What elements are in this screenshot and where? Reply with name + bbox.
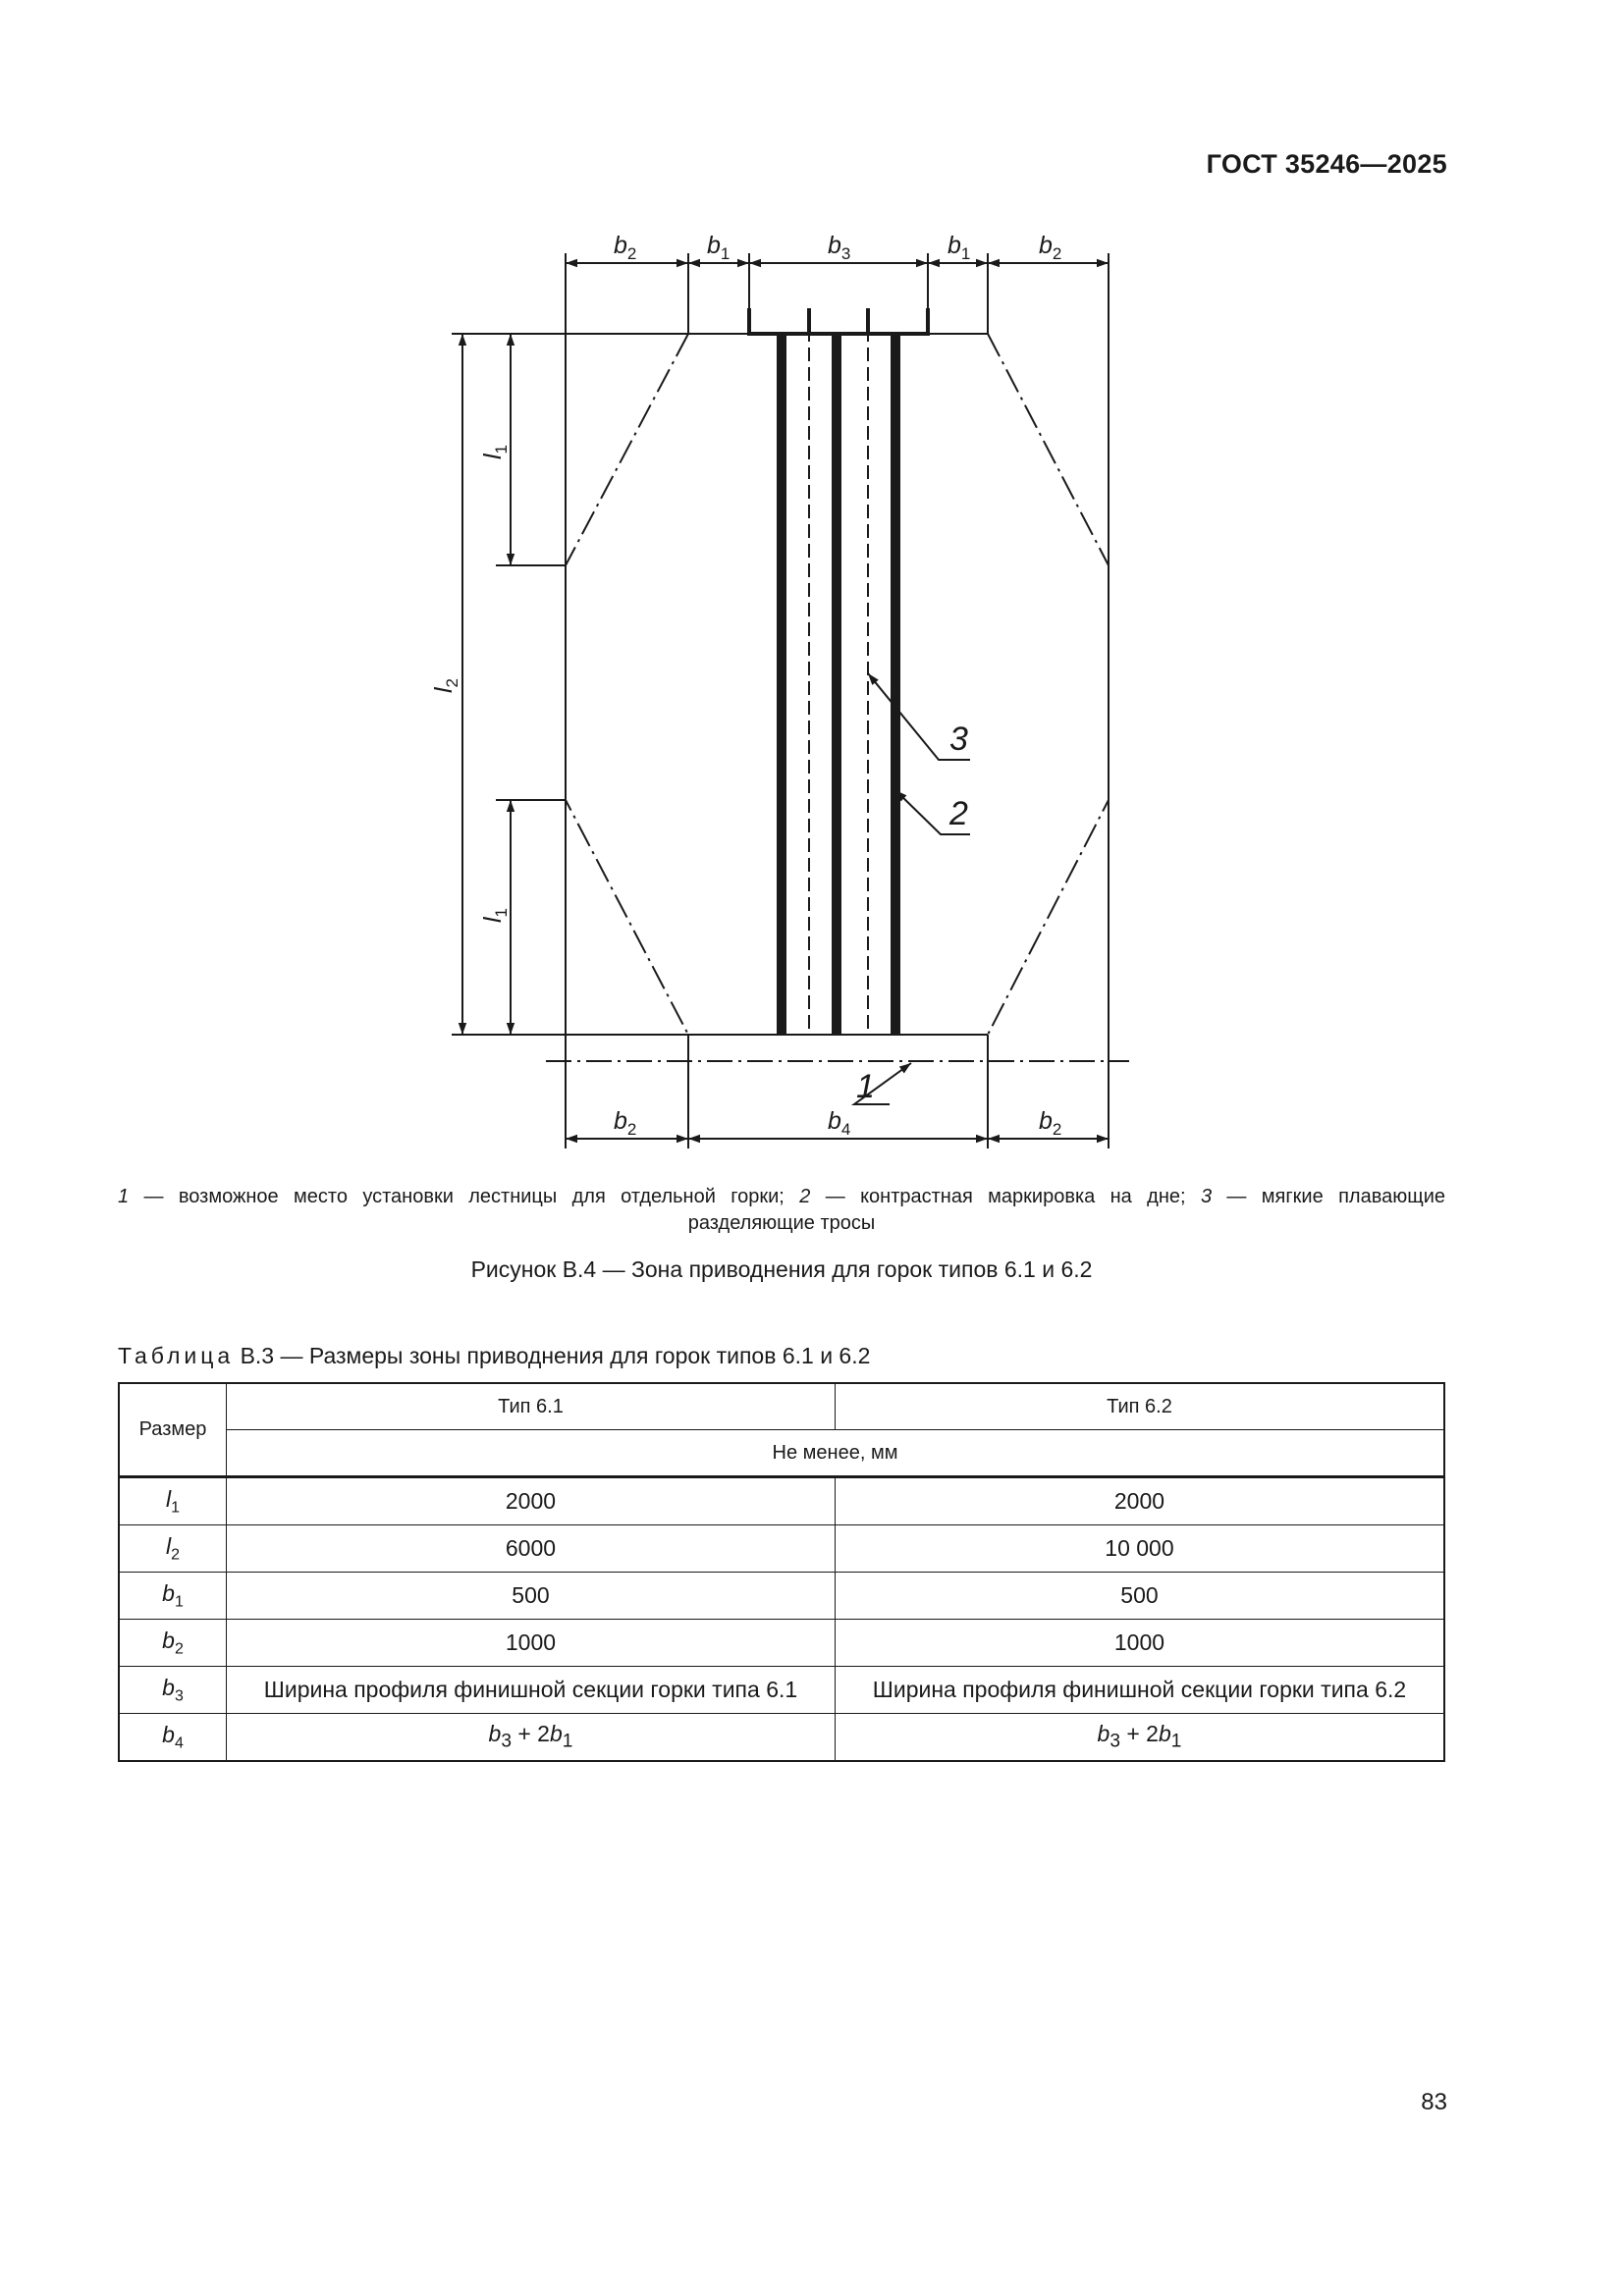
label-b2-top-right: $b_2$	[1039, 232, 1062, 263]
label-b2-bottom-right: $b_2$	[1039, 1107, 1062, 1139]
row-symbol: $b_1$	[119, 1573, 227, 1620]
legend-line-1: 1 — возможное место установки лестницы для отдельной горки; 2 — контрастная маркировка на дне; 3 — мягкие плавающие	[118, 1186, 1445, 1207]
header-min-mm: Не менее, мм	[227, 1430, 1445, 1477]
cell-type-6-2: 1000	[835, 1620, 1444, 1667]
cell-type-6-2: 500	[835, 1573, 1444, 1620]
label-b3-top: $b_3$	[828, 232, 851, 263]
row-symbol: $b_4$	[119, 1714, 227, 1762]
cell-type-6-1: Ширина профиля финишной секции горки типа 6.1	[227, 1667, 836, 1714]
callout-1-number: 1	[856, 1068, 875, 1105]
standard-header: ГОСТ 35246—2025	[1206, 149, 1447, 179]
cell-type-6-1: $b_3 + 2b_1$	[227, 1714, 836, 1762]
label-l1-top: $l_1$	[479, 444, 511, 459]
cell-type-6-2: Ширина профиля финишной секции горки типа 6.2	[835, 1667, 1444, 1714]
figure-caption: Рисунок В.4 — Зона приводнения для горок типов 6.1 и 6.2	[470, 1256, 1093, 1282]
cell-type-6-1: 1000	[227, 1620, 836, 1667]
callout-2-number: 2	[949, 795, 968, 832]
table-row	[119, 1477, 1444, 1525]
label-b2-top-left: $b_2$	[614, 232, 637, 263]
table-title: Таблица В.3 — Размеры зоны приводнения для горок типов 6.1 и 6.2	[118, 1343, 871, 1368]
label-b2-bottom-left: $b_2$	[614, 1107, 637, 1139]
row-symbol: $l_1$	[119, 1477, 227, 1525]
cell-type-6-2: 2000	[835, 1477, 1444, 1525]
zone-boundary-right	[988, 334, 1109, 1035]
header-size: Размер	[119, 1383, 227, 1477]
table-row	[119, 1714, 1444, 1762]
row-symbol: $l_2$	[119, 1525, 227, 1573]
landing-zone-table	[118, 1382, 1445, 1762]
row-symbol: $b_3$	[119, 1667, 227, 1714]
callout-3-number: 3	[949, 721, 968, 758]
zone-boundary-left	[566, 334, 688, 1035]
table-row	[119, 1525, 1444, 1573]
header-type-6-1: Тип 6.1	[227, 1383, 836, 1430]
header-type-6-2: Тип 6.2	[835, 1383, 1444, 1430]
slide-end-profile	[749, 308, 928, 334]
cell-type-6-1: 2000	[227, 1477, 836, 1525]
table-row	[119, 1667, 1444, 1714]
cell-type-6-1: 6000	[227, 1525, 836, 1573]
figure-legend	[118, 1184, 1445, 1237]
cell-type-6-1: 500	[227, 1573, 836, 1620]
cell-type-6-2: 10 000	[835, 1525, 1444, 1573]
legend-line-2: разделяющие тросы	[687, 1212, 876, 1234]
table-row	[119, 1620, 1444, 1667]
table-row	[119, 1573, 1444, 1620]
label-b4-bottom: $b_4$	[828, 1107, 851, 1139]
cell-type-6-2: $b_3 + 2b_1$	[835, 1714, 1444, 1762]
label-l2: $l_2$	[430, 677, 461, 693]
label-b1-top-left: $b_1$	[707, 232, 731, 263]
row-symbol: $b_2$	[119, 1620, 227, 1667]
page-number: 83	[1421, 2089, 1447, 2115]
label-l1-bottom: $l_1$	[479, 907, 511, 923]
label-b1-top-right: $b_1$	[947, 232, 971, 263]
